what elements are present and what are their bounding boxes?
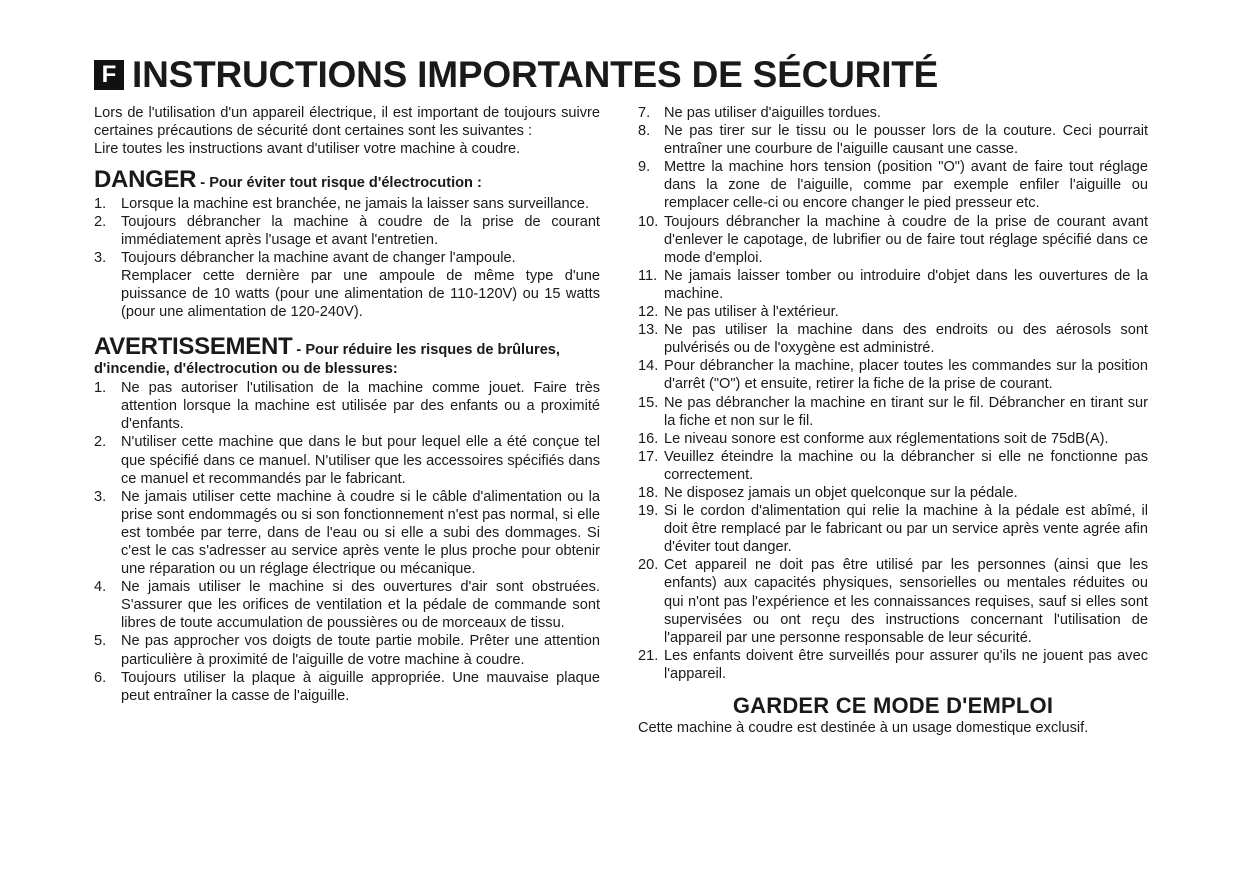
danger-label: DANGER <box>94 166 197 194</box>
item-text: Lorsque la machine est branchée, ne jamais la laisser sans surveillance. <box>121 195 590 212</box>
item-text: N'utiliser cette machine que dans le but pour lequel elle a été conçue tel que spécifié dans ce manuel. N'utiliser que les accessoires spécifiés dans ce manuel et recommandés par le fabricant. <box>121 434 600 487</box>
item-number: 12. <box>638 304 659 321</box>
warning-item <box>94 632 600 668</box>
danger-item <box>94 213 600 249</box>
warning-item <box>94 379 600 433</box>
item-number: 13. <box>638 322 659 339</box>
right-column <box>638 104 1148 737</box>
item-number: 8. <box>638 123 651 140</box>
item-number: 1. <box>94 380 107 397</box>
warning-item <box>638 556 1148 646</box>
title-row <box>94 56 938 93</box>
warning-list-right <box>638 104 1148 683</box>
item-text: Ne pas utiliser la machine dans des endroits ou des aérosols sont pulvérisés ou de l'oxygène est administré. <box>664 322 1148 357</box>
item-text: Toujours débrancher la machine à coudre de la prise de courant immédiatement après l'usage et avant l'entretien. <box>121 213 600 249</box>
item-text: Mettre la machine hors tension (position "O") avant de faire tout réglage dans la zone de l'aiguille, comme par exemple enfiler l'aiguille ou remplacer celle-ci ou encore changer le pied presseur etc. <box>664 159 1148 212</box>
item-number: 17. <box>638 448 659 465</box>
item-text: Si le cordon d'alimentation qui relie la machine à la pédale est abîmé, il doit être remplacé par le fabricant ou par un service après vente agrée afin d'éviter tout danger. <box>664 503 1148 556</box>
domestic-use-note: Cette machine à coudre est destinée à un usage domestique exclusif. <box>638 720 1089 737</box>
item-text: Ne jamais utiliser cette machine à coudre si le câble d'alimentation ou la prise sont endommagés ou si son fonctionnement n'est pas normal, si elle est tombée par terre, dans de l'eau ou si elle a subi des dommages. Si c'est le cas s'adresser au service après vente le plus proche pour obtenir une réparation ou un réglage électrique ou mécanique. <box>121 488 600 578</box>
item-number: 2. <box>94 434 107 451</box>
keep-manual-heading: GARDER CE MODE D'EMPLOI <box>732 693 1054 718</box>
item-number: 1. <box>94 195 107 212</box>
item-number: 20. <box>638 557 659 574</box>
item-text: Veuillez éteindre la machine ou la débrancher si elle ne fonctionne pas correctement. <box>664 448 1148 483</box>
warning-item <box>638 484 1148 502</box>
item-number: 15. <box>638 394 659 411</box>
warning-label: AVERTISSEMENT <box>94 332 293 360</box>
danger-item <box>94 249 600 267</box>
item-text: Ne disposez jamais un objet quelconque sur la pédale. <box>664 484 1018 501</box>
item-number: 3. <box>94 488 107 505</box>
item-number: 6. <box>94 669 107 686</box>
language-badge: F <box>94 60 124 90</box>
item-number: 3. <box>94 250 107 267</box>
item-number: 2. <box>94 213 107 230</box>
item-text: Ne pas utiliser à l'extérieur. <box>664 304 839 321</box>
danger-item <box>94 195 600 213</box>
warning-item <box>638 502 1148 556</box>
item-text: Cet appareil ne doit pas être utilisé par les personnes (ainsi que les enfants) aux capacités physiques, sensorielles ou mentales réduites ou qui n'ont pas l'expérience et les connaissances requises, sauf si elles sont supervisées ou ont reçu des instructions concernant l'utilisation de l'appareil par une personne responsable de leur sécurité. <box>664 557 1148 646</box>
item-number: 10. <box>638 213 659 230</box>
item-text: Toujours débrancher la machine avant de changer l'ampoule. <box>121 250 516 267</box>
item-number: 21. <box>638 647 659 664</box>
danger-list <box>94 195 600 267</box>
warning-item <box>638 394 1148 430</box>
danger-subtitle: - Pour éviter tout risque d'électrocution : <box>196 175 482 192</box>
warning-item <box>638 647 1148 683</box>
item-number: 18. <box>638 484 659 501</box>
warning-list-left <box>94 379 600 705</box>
page-title: INSTRUCTIONS IMPORTANTES DE SÉCURITÉ <box>132 54 939 95</box>
item-number: 16. <box>638 430 659 447</box>
warning-item <box>638 430 1148 448</box>
item-text: Ne pas approcher vos doigts de toute partie mobile. Prêter une attention particulière à proximité de l'aiguille de votre machine à coudre. <box>121 633 600 668</box>
danger-item3-extra: Remplacer cette dernière par une ampoule de même type d'une puissance de 10 watts (pour une alimentation de 110-120V) ou 15 watts (pour une alimentation de 120-240V). <box>121 268 600 321</box>
item-text: Ne jamais utiliser le machine si des ouvertures d'air sont obstruées. S'assurer que les orifices de ventilation et la pédale de commande sont libres de toute accumulation de poussières ou de morceaux de tissu. <box>121 579 600 632</box>
warning-item <box>638 267 1148 303</box>
item-text: Ne pas utiliser d'aiguilles tordues. <box>664 105 881 121</box>
left-column <box>94 104 600 705</box>
item-number: 11. <box>638 267 658 284</box>
warning-heading <box>94 333 600 379</box>
item-number: 19. <box>638 503 659 520</box>
warning-item <box>638 104 1148 122</box>
intro-paragraph: Lors de l'utilisation d'un appareil électrique, il est important de toujours suivre certaines précautions de sécurité dont certaines sont les suivantes : <box>94 105 600 140</box>
warning-item <box>94 669 600 705</box>
warning-item <box>638 357 1148 393</box>
item-text: Ne pas débrancher la machine en tirant sur le fil. Débrancher en tirant sur la fiche et non sur le fil. <box>664 394 1148 429</box>
warning-item <box>94 578 600 632</box>
danger-heading <box>94 166 600 194</box>
warning-item <box>638 122 1148 158</box>
item-number: 14. <box>638 358 659 375</box>
item-text: Les enfants doivent être surveillés pour assurer qu'ils ne jouent pas avec l'appareil. <box>664 647 1148 682</box>
item-number: 5. <box>94 633 107 650</box>
item-text: Ne pas tirer sur le tissu ou le pousser lors de la couture. Ceci pourrait entraîner une courbure de l'aiguille causant une casse. <box>664 123 1148 158</box>
item-text: Pour débrancher la machine, placer toutes les commandes sur la position d'arrêt ("O") et ensuite, retirer la fiche de la prise de courant. <box>664 358 1148 393</box>
warning-subtitle: - Pour réduire les risques de brûlures, d'incendie, d'électrocution ou de blessures: <box>94 341 560 378</box>
warning-item <box>638 303 1148 321</box>
warning-item <box>94 433 600 487</box>
warning-item <box>638 213 1148 267</box>
item-text: Ne pas autoriser l'utilisation de la machine comme jouet. Faire très attention lorsque la machine est utilisée par des enfants ou a proximité d'enfants. <box>121 380 600 433</box>
item-text: Toujours utiliser la plaque à aiguille appropriée. Une mauvaise plaque peut entraîner la casse de l'aiguille. <box>121 669 600 704</box>
item-text: Toujours débrancher la machine à coudre de la prise de courant avant d'enlever le capotage, de lubrifier ou de faire tout réglage spécifié dans ce mode d'emploi. <box>664 213 1148 266</box>
item-number: 7. <box>638 105 651 121</box>
warning-item <box>638 158 1148 212</box>
warning-item <box>638 448 1148 484</box>
item-number: 4. <box>94 579 107 596</box>
item-text: Ne jamais laisser tomber ou introduire d'objet dans les ouvertures de la machine. <box>664 267 1148 302</box>
warning-item <box>638 321 1148 357</box>
warning-item <box>94 488 600 578</box>
item-number: 9. <box>638 159 651 176</box>
intro-instruction: Lire toutes les instructions avant d'utiliser votre machine à coudre. <box>94 141 521 158</box>
item-text: Le niveau sonore est conforme aux réglementations soit de 75dB(A). <box>664 430 1109 447</box>
